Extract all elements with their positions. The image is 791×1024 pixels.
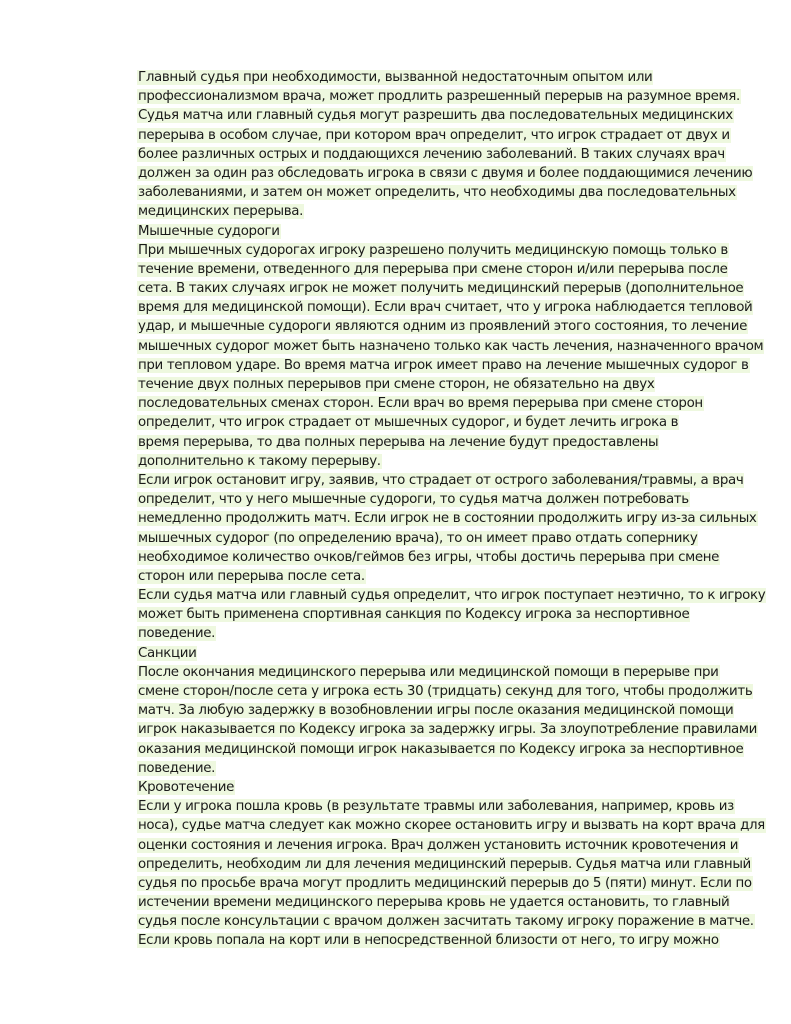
text-line-content: может быть применена спортивная санкция по Кодексу игрока за неспортивное [138,607,690,623]
text-line-content: смене сторон/после сета у игрока есть 30 (тридцать) секунд для того, чтобы продолжить [138,684,753,699]
text-line [137,375,757,394]
text-line [137,471,757,490]
text-line-content: профессионализмом врача, может продлить разрешенный перерыв на разумное время. [138,89,740,105]
text-line-content: определить, необходим ли для лечения медицинский перерыв. Судья матча или главный [138,856,751,872]
text-line [137,663,757,682]
text-line [137,931,757,950]
text-line-content: перерыва в особом случае, при котором врач определит, что игрок страдает от двух и [138,127,730,143]
text-line-content: удар, и мышечные судороги являются одним из проявлений этого состояния, то лечение [138,319,747,335]
text-line [137,874,757,893]
text-line [137,433,757,452]
text-line-content: оценки состояния и лечения игрока. Врач должен установить источник кровотечения и [138,837,739,853]
text-line [137,452,757,471]
text-line-content: Если кровь попала на корт или в непосредственной близости от него, то игру можно [138,933,719,949]
text-line [137,164,757,183]
text-line [137,68,757,87]
text-line-content: оказания медицинской помощи игрок наказывается по Кодексу игрока за неспортивное [138,741,744,757]
text-line [137,317,757,336]
text-line-content: Если судья матча или главный судья определит, что игрок поступает неэтично, то к игроку [138,588,766,604]
text-line [137,682,757,701]
text-line [137,586,766,605]
text-line [137,202,757,221]
text-line-content: мышечных судорог (по определению врача), то он имеет право отдать сопернику [138,530,698,546]
text-line-content: течение времени, отведенного для перерыва при смене сторон и/или перерыва после [138,261,728,277]
text-line [137,529,757,548]
text-line-content: мышечных судорог может быть назначено только как часть лечения, назначенного врачом [138,338,764,354]
text-line-content: время перерыва, то два полных перерыва на лечение будут предоставлены [138,434,659,450]
section-heading-text: Санкции [138,645,197,661]
text-line [137,624,757,643]
text-line-content: Судья матча или главный судья могут разрешить два последовательных медицинских [138,108,733,124]
text-line [137,548,757,567]
text-line-content: сторон или перерыва после сета. [138,568,365,584]
text-line [137,183,757,202]
text-line [137,241,757,260]
text-line-content: При мышечных судорогах игроку разрешено получить медицинскую помощь только в [138,242,728,258]
text-line [137,740,757,759]
text-line-content: истечении времени медицинского перерыва кровь не удается остановить, то главный [138,895,730,911]
text-line [137,509,757,528]
section-heading-text: Мышечные судороги [138,223,280,239]
text-line-content: судья по просьбе врача могут продлить медицинский перерыв до 5 (пяти) минут. Если по [138,875,752,891]
text-line-content: поведение. [138,626,216,642]
text-line-content: После окончания медицинского перерыва или медицинской помощи в перерыве при [138,664,719,680]
text-line [137,567,757,586]
text-line-content: немедленно продолжить матч. Если игрок не в состоянии продолжить игру из-за сильных [138,511,757,527]
text-line [137,356,757,375]
text-line [137,260,757,279]
section-heading [137,222,757,241]
text-line-content: при тепловом ударе. Во время матча игрок имеет право на лечение мышечных судорог в [138,357,749,373]
text-line-content: дополнительно к такому перерыву. [138,453,381,469]
text-line [137,87,757,106]
document-body [137,68,766,951]
text-line [137,836,757,855]
text-line [137,279,757,298]
text-line-content: более различных острых и поддающихся лечению заболеваний. В таких случаях врач [138,146,725,162]
text-line [137,797,757,816]
text-line-content: медицинских перерыва. [138,204,304,220]
text-line-content: игрок наказывается по Кодексу игрока за задержку игры. За злоупотребление правилами [138,722,758,738]
text-line [137,701,757,720]
text-line [137,816,765,835]
section-heading [137,778,757,797]
text-line-content: носа), судье матча следует как можно скорее остановить игру и вызвать на корт врача для [138,818,765,834]
text-line-content: определит, что игрок страдает от мышечных судорог, и будет лечить игрока в [138,415,679,431]
text-line-content: Если игрок остановит игру, заявив, что страдает от острого заболевания/травмы, а врач [138,472,744,488]
text-line-content: определит, что у него мышечные судороги, то судья матча должен потребовать [138,492,689,508]
text-line [137,855,757,874]
text-line [137,413,757,432]
text-line-content: Если у игрока пошла кровь (в результате травмы или заболевания, например, кровь из [138,799,734,815]
text-line [137,394,757,413]
text-line-content: Главный судья при необходимости, вызванной недостаточным опытом или [138,70,653,85]
text-line [137,893,757,912]
text-line [137,912,757,931]
section-heading-text: Кровотечение [138,779,234,795]
text-line [137,720,757,739]
text-line [137,298,757,317]
text-line-content: течение двух полных перерывов при смене сторон, не обязательно на двух [138,377,655,392]
text-line [137,490,757,509]
text-line-content: последовательных сменах сторон. Если врач во время перерыва при смене сторон [138,396,703,412]
text-line-content: поведение. [138,760,216,776]
text-line-content: необходимое количество очков/геймов без игры, чтобы достичь перерыва при смене [138,549,720,565]
text-line-content: судья после консультации с врачом должен засчитать такому игроку поражение в матче. [138,914,754,930]
text-line-content: матч. За любую задержку в возобновлении игры после оказания медицинской помощи [138,703,734,719]
text-line-content: сета. В таких случаях игрок не может получить медицинский перерыв (дополнительное [138,281,744,297]
text-line-content: заболеваниями, и затем он может определить, что необходимы два последовательных [138,185,736,201]
text-line [137,106,757,125]
text-line [137,145,757,164]
section-heading [137,644,757,663]
text-line-content: время для медицинской помощи). Если врач считает, что у игрока наблюдается тепловой [138,300,753,316]
text-line [137,605,757,624]
text-line [137,759,757,778]
text-line-content: должен за один раз обследовать игрока в связи с двумя и более поддающимися лечению [138,165,753,181]
text-line [137,126,757,145]
text-line [137,337,764,356]
